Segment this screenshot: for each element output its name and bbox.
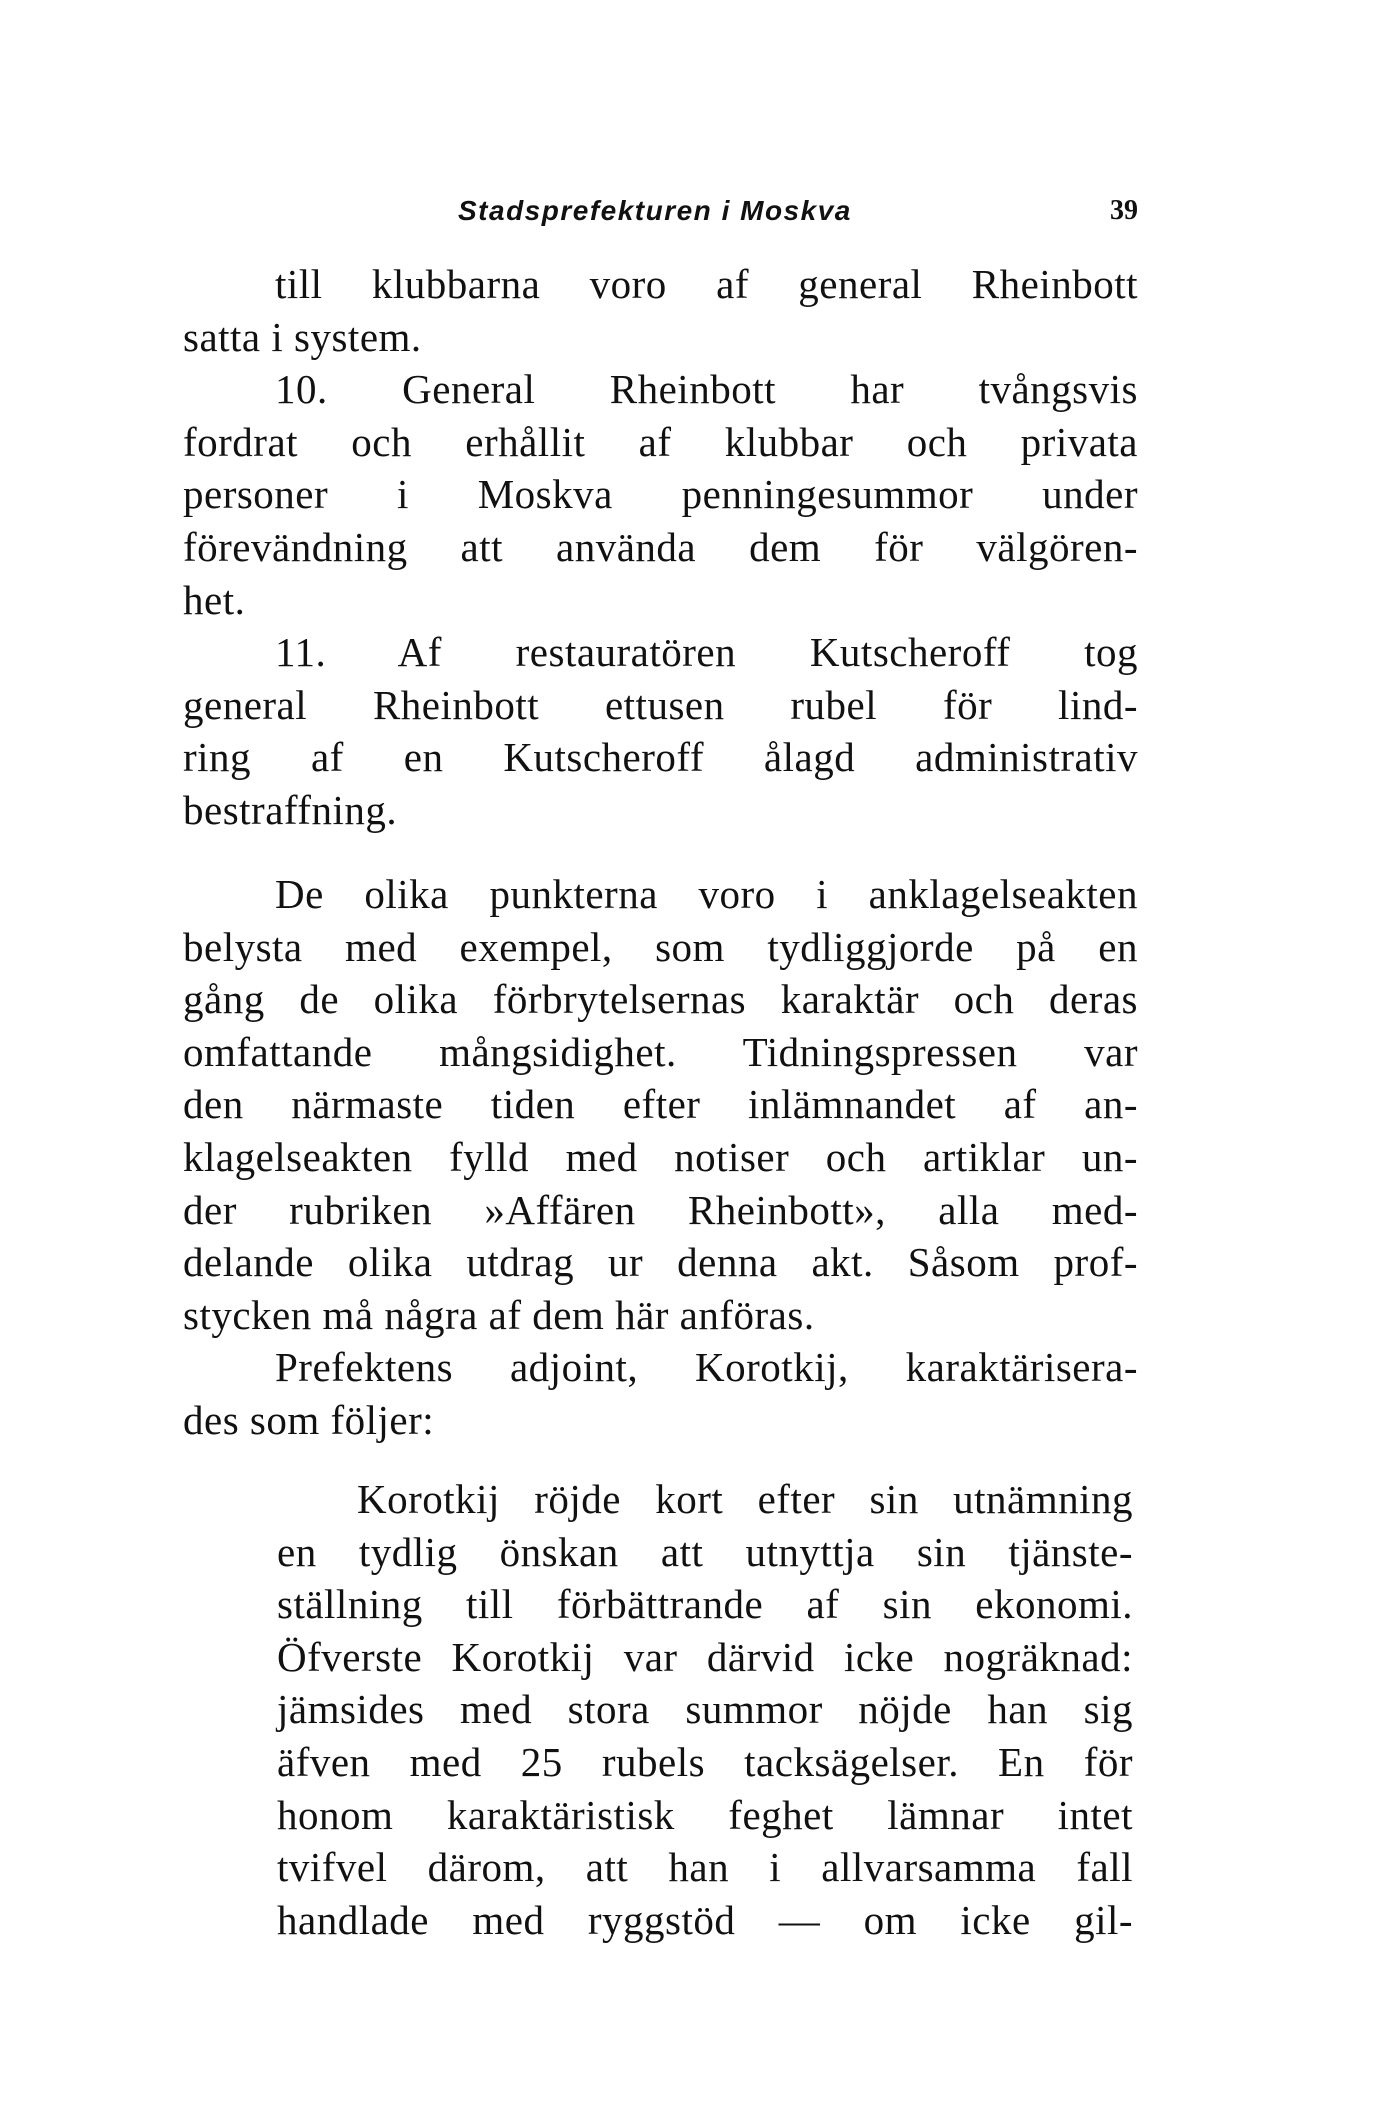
text-line: delande olika utdrag ur denna akt. Såsom prof- — [183, 1239, 1138, 1286]
running-head-title: Stadsprefekturen i Moskva — [458, 195, 852, 226]
running-head — [458, 195, 1138, 231]
quote-line: ställning till förbättrande af sin ekonomi. — [277, 1581, 1133, 1628]
text-line: personer i Moskva penningesummor under — [183, 471, 1138, 518]
text-line: stycken må några af dem här anföras. — [183, 1291, 815, 1338]
quote-line: en tydlig önskan att utnyttja sin tjänste- — [277, 1528, 1133, 1575]
quote-line: handlade med ryggstöd — om icke gil- — [277, 1896, 1133, 1943]
quote-line: jämsides med stora summor nöjde han sig — [277, 1686, 1133, 1733]
text-line: omfattande mångsidighet. Tidningspressen var — [183, 1028, 1138, 1075]
text-line: till klubbarna voro af general Rheinbott — [275, 261, 1138, 307]
text-line: general Rheinbott ettusen rubel för lind- — [183, 681, 1138, 728]
text-line: Prefektens adjoint, Korotkij, karaktärisera- — [275, 1344, 1138, 1391]
quote-line: tvifvel därom, att han i allvarsamma fall — [277, 1844, 1133, 1891]
quote-line: Korotkij röjde kort efter sin utnämning — [357, 1476, 1133, 1522]
text-line: bestraffning. — [183, 786, 398, 833]
text-line: förevändning att använda dem för välgören- — [183, 523, 1138, 570]
text-line: het. — [183, 576, 246, 623]
text-line: De olika punkterna voro i anklagelseakten — [275, 871, 1138, 917]
text-line: ring af en Kutscheroff ålagd administrativ — [183, 734, 1138, 781]
text-line: klagelseakten fylld med notiser och artiklar un- — [183, 1133, 1138, 1180]
quote-line: äfven med 25 rubels tacksägelser. En för — [277, 1738, 1133, 1785]
paragraph — [183, 868, 1138, 1447]
quote-line: Öfverste Korotkij var därvid icke nogräknad: — [277, 1633, 1133, 1680]
list-continuation — [183, 258, 1138, 837]
text-line: des som följer: — [183, 1396, 435, 1443]
text-line: der rubriken »Affären Rheinbott», alla med- — [183, 1186, 1138, 1233]
text-line: 10. General Rheinbott har tvångsvis — [275, 366, 1138, 413]
block-quote — [277, 1473, 1133, 1946]
text-line: belysta med exempel, som tydliggjorde på en — [183, 923, 1138, 970]
text-line: gång de olika förbrytelsernas karaktär och deras — [183, 976, 1138, 1023]
text-line: den närmaste tiden efter inlämnandet af an- — [183, 1081, 1138, 1128]
text-line: 11. Af restauratören Kutscheroff tog — [275, 629, 1138, 676]
page-number: 39 — [1110, 195, 1138, 226]
quote-line: honom karaktäristisk feghet lämnar intet — [277, 1791, 1133, 1838]
text-line: fordrat och erhållit af klubbar och privata — [183, 418, 1138, 465]
text-line: satta i system. — [183, 313, 422, 360]
